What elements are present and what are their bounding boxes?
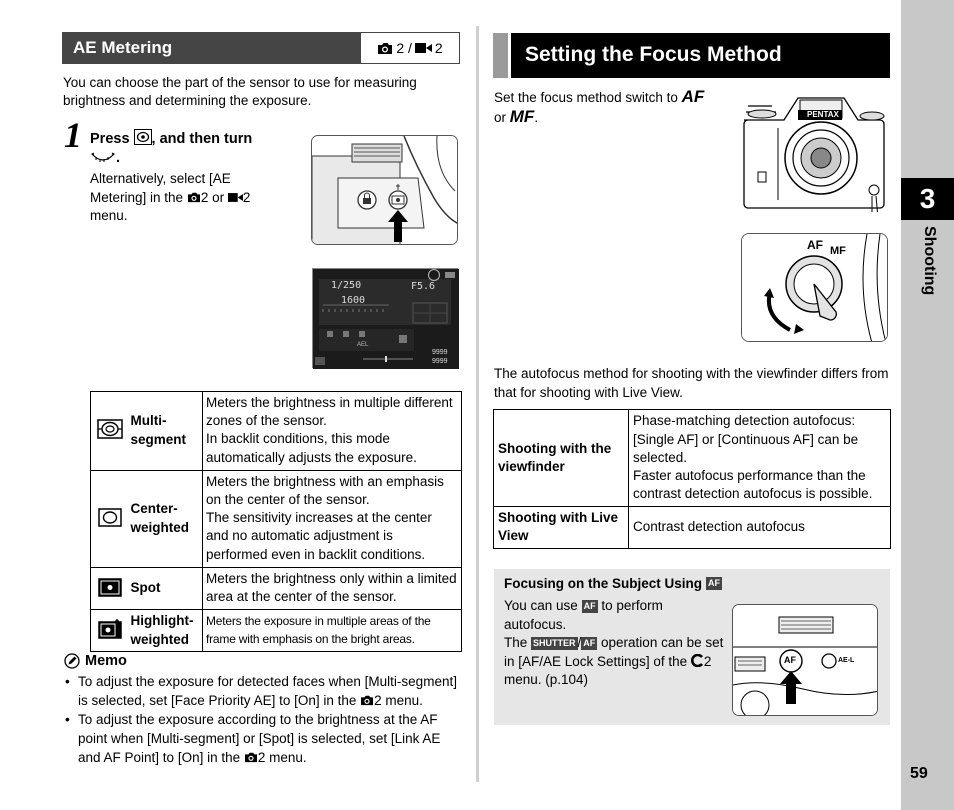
focus-row-head: Shooting with the viewfinder	[494, 410, 629, 507]
section-title: AE Metering	[73, 38, 173, 57]
menu-reference-text-2: 2	[434, 40, 443, 56]
hint-p2-b: /	[577, 635, 582, 650]
shutter-button-badge: SHUTTER	[533, 638, 576, 648]
memo-heading	[64, 653, 127, 669]
lcd-count-2: 9999	[432, 358, 448, 365]
af-button-badge: AF	[708, 578, 721, 588]
center-weighted-metering-icon	[98, 508, 122, 527]
chapter-side-tab	[901, 0, 954, 810]
step-body-1: Alternatively, select [AE Metering] in the	[90, 171, 231, 205]
table-row	[91, 610, 462, 652]
switch-af-label: AF	[807, 238, 823, 252]
hint-paragraph-2	[504, 634, 729, 690]
camera-brand-label: PENTAX	[807, 110, 839, 119]
hint-paragraph-1	[504, 597, 719, 634]
af-button-badge: AF	[583, 601, 596, 611]
metering-desc: Meters the brightness only within a limited area at the center of the sensor.	[203, 567, 462, 609]
hint-title	[504, 576, 722, 591]
section-title: Setting the Focus Method	[525, 43, 782, 66]
memo-item-text: To adjust the exposure for detected faces when [Multi-segment] is selected, set [Face Priority AE] to [On] in the	[78, 674, 457, 708]
af-button-drawing	[733, 605, 878, 716]
switch-mf-label: MF	[830, 245, 846, 257]
column-divider	[476, 26, 479, 782]
memo-item-text: To adjust the exposure according to the brightness at the AF point when [Multi-segment] or [Spot] is selected, set [Link AE and AF Point] to [On] in the	[78, 712, 441, 765]
memo-list	[64, 672, 464, 767]
table-row	[91, 567, 462, 609]
memo-title: Memo	[85, 653, 127, 669]
metering-name: Multi-segment	[129, 392, 203, 471]
metering-name: Center-weighted	[129, 470, 203, 567]
spot-metering-icon	[98, 578, 122, 597]
table-row	[494, 507, 891, 549]
icon-cell	[91, 567, 129, 609]
hint-p2-d: 2 menu. (p.104)	[504, 653, 712, 687]
step-title	[90, 129, 300, 168]
metering-button-icon	[134, 129, 152, 145]
header-accent-bar	[493, 33, 511, 78]
hint-p2-a: The	[504, 635, 532, 650]
section-header-ae-metering	[62, 32, 460, 64]
metering-name: Highlight-weighted	[129, 610, 203, 652]
camera-menu-icon	[377, 41, 393, 55]
lcd-count-1: 9999	[432, 349, 448, 356]
step-title-pre: Press	[90, 131, 134, 147]
chapter-name: Shooting	[921, 226, 938, 296]
hint-p1-b: to perform autofocus.	[504, 598, 663, 632]
memo-item-text-end: 2 menu.	[374, 693, 423, 708]
lcd-aperture: F5.6	[411, 281, 436, 292]
step-body	[90, 170, 290, 226]
table-row	[91, 470, 462, 567]
metering-desc: Meters the brightness with an emphasis on the center of the sensor. The sensitivity increases at the center and no automatic adjustment is performed even in backlit conditions.	[203, 470, 462, 567]
camera-ael-label: AE-L	[838, 657, 855, 664]
hint-p2-c: operation can be set in [AF/AE Lock Settings] of the	[504, 635, 724, 669]
af-button-badge: AF	[583, 638, 596, 648]
metering-modes-table	[90, 391, 462, 652]
step-title-end: .	[116, 150, 121, 166]
af-button-illustration	[732, 604, 878, 716]
focus-intro-or: or	[494, 109, 510, 125]
chapter-name-wrapper	[906, 226, 950, 326]
step-number: 1	[64, 115, 82, 155]
section-header-focus-method	[493, 33, 890, 78]
autofocus-method-table	[493, 409, 891, 549]
step-title-post: , and then turn	[151, 131, 253, 147]
lcd-ael: AEL	[357, 342, 369, 348]
focus-paragraph: The autofocus method for shooting with the viewfinder differs from that for shooting with Live View.	[494, 366, 889, 400]
focus-row-desc: Contrast detection autofocus	[629, 507, 891, 549]
camera-menu-icon	[360, 694, 374, 706]
intro-text: You can choose the part of the sensor to use for measuring brightness and determining the exposure.	[63, 75, 417, 108]
highlight-weighted-metering-icon	[98, 619, 122, 639]
table-row	[91, 392, 462, 471]
camera-front-illustration	[738, 92, 888, 212]
camera-back-illustration	[311, 135, 458, 245]
status-screen-illustration	[312, 268, 458, 368]
focus-intro-end: .	[534, 109, 539, 125]
chapter-number: 3	[901, 178, 954, 220]
movie-menu-icon	[415, 42, 432, 54]
list-item	[64, 672, 464, 710]
focus-row-head: Shooting with Live View	[494, 507, 629, 549]
rear-dial-icon	[90, 149, 116, 165]
hint-p1-a: You can use	[504, 598, 582, 613]
icon-cell	[91, 392, 129, 471]
af-mode-label: AF	[681, 87, 705, 106]
camera-menu-icon	[187, 191, 201, 203]
metering-name: Spot	[129, 567, 203, 609]
memo-item-text-end: 2 menu.	[257, 750, 307, 765]
multi-segment-metering-icon	[97, 419, 123, 439]
icon-cell	[91, 470, 129, 567]
step-body-2: 2 or	[200, 189, 228, 205]
page-number: 59	[910, 765, 928, 782]
table-row	[494, 410, 891, 507]
camera-back-drawing	[312, 136, 458, 245]
focus-switch-illustration	[741, 233, 888, 342]
focus-intro-text	[494, 88, 734, 127]
mf-mode-label: MF	[509, 106, 535, 126]
custom-menu-icon	[691, 654, 704, 667]
hint-title-text: Focusing on the Subject Using	[504, 576, 703, 591]
lcd-shutter-speed: 1/250	[331, 280, 362, 291]
focus-row-desc: Phase-matching detection autofocus: [Single AF] or [Continuous AF] can be selected. Faster autofocus performance than the contrast detection autofocus is possible.	[629, 410, 891, 507]
focus-intro-1: Set the focus method switch to	[494, 90, 682, 105]
list-item	[64, 710, 464, 767]
icon-cell	[91, 610, 129, 652]
menu-reference-text: 2 /	[396, 40, 412, 56]
step-body-3: 2 menu.	[90, 189, 251, 223]
camera-menu-icon	[244, 751, 258, 763]
camera-af-label: AF	[784, 655, 796, 665]
metering-desc: Meters the brightness in multiple different zones of the sensor. In backlit conditions, this mode automatically adjusts the exposure.	[203, 392, 462, 471]
memo-pencil-icon	[64, 653, 80, 669]
lcd-iso: 1600	[341, 295, 366, 306]
metering-desc: Meters the exposure in multiple areas of the frame with emphasis on the bright areas.	[203, 610, 462, 652]
menu-reference	[361, 33, 459, 63]
movie-menu-icon	[228, 192, 243, 203]
